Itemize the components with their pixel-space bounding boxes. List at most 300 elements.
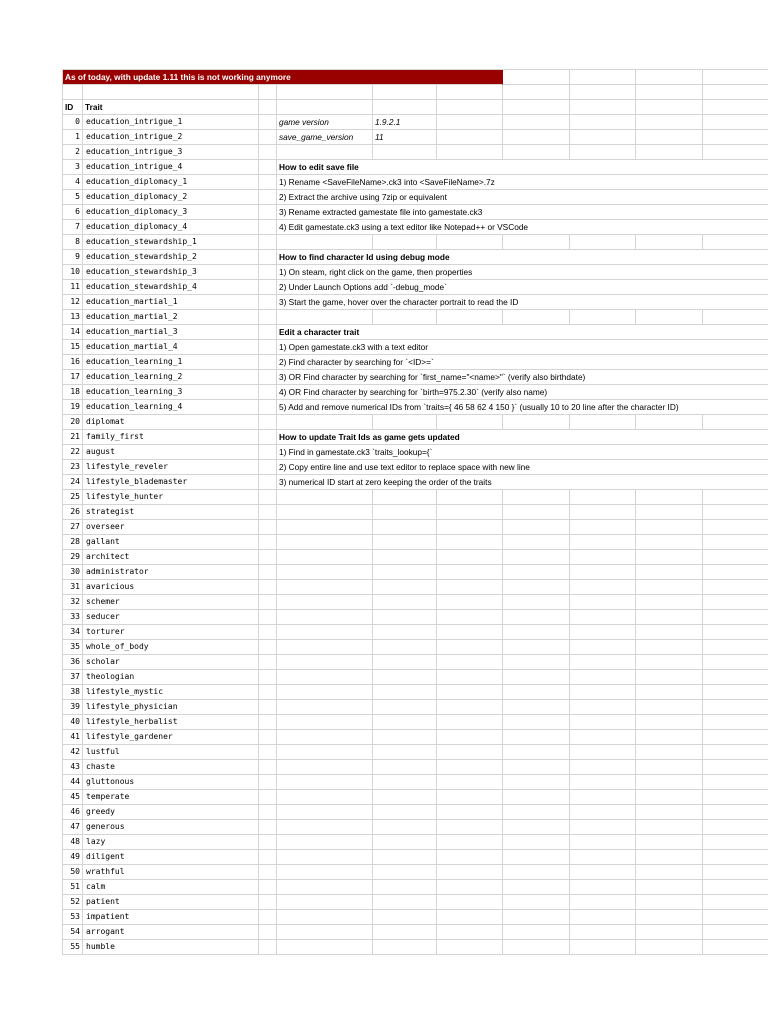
trait-id-cell[interactable]: 52 — [63, 895, 83, 910]
trait-name-cell[interactable]: education_diplomacy_2 — [83, 190, 259, 205]
section-title[interactable] — [277, 160, 768, 175]
cell[interactable] — [373, 880, 437, 895]
cell[interactable] — [703, 535, 768, 550]
cell[interactable] — [259, 640, 277, 655]
trait-name-cell[interactable]: education_martial_4 — [83, 340, 259, 355]
cell[interactable] — [277, 505, 373, 520]
cell[interactable] — [636, 880, 703, 895]
cell[interactable] — [373, 85, 437, 100]
cell[interactable] — [570, 595, 636, 610]
trait-id-cell[interactable]: 29 — [63, 550, 83, 565]
trait-column-header[interactable]: Trait — [83, 100, 259, 115]
trait-id-cell[interactable]: 33 — [63, 610, 83, 625]
cell[interactable] — [277, 760, 373, 775]
cell[interactable] — [437, 565, 503, 580]
cell[interactable] — [570, 865, 636, 880]
cell[interactable] — [636, 730, 703, 745]
cell[interactable] — [277, 790, 373, 805]
cell[interactable] — [259, 415, 277, 430]
cell[interactable] — [570, 760, 636, 775]
cell[interactable] — [373, 700, 437, 715]
cell[interactable] — [373, 805, 437, 820]
trait-id-cell[interactable]: 14 — [63, 325, 83, 340]
cell[interactable] — [277, 100, 373, 115]
cell[interactable] — [503, 70, 570, 85]
cell[interactable] — [437, 715, 503, 730]
cell[interactable] — [703, 835, 768, 850]
trait-name-cell[interactable]: august — [83, 445, 259, 460]
cell[interactable] — [503, 745, 570, 760]
cell[interactable] — [437, 700, 503, 715]
cell[interactable] — [703, 415, 768, 430]
cell[interactable] — [259, 250, 277, 265]
trait-name-cell[interactable]: education_intrigue_2 — [83, 130, 259, 145]
trait-id-cell[interactable]: 0 — [63, 115, 83, 130]
cell[interactable] — [259, 445, 277, 460]
cell[interactable] — [259, 760, 277, 775]
cell[interactable] — [703, 85, 768, 100]
cell[interactable] — [503, 610, 570, 625]
trait-name-cell[interactable]: education_intrigue_4 — [83, 160, 259, 175]
cell[interactable] — [570, 670, 636, 685]
cell[interactable] — [259, 535, 277, 550]
cell[interactable] — [259, 190, 277, 205]
cell[interactable] — [636, 100, 703, 115]
instruction-line[interactable] — [277, 190, 768, 205]
cell[interactable] — [437, 640, 503, 655]
cell[interactable] — [259, 805, 277, 820]
cell[interactable] — [703, 145, 768, 160]
cell[interactable] — [703, 640, 768, 655]
cell[interactable] — [259, 340, 277, 355]
trait-id-cell[interactable]: 18 — [63, 385, 83, 400]
cell[interactable] — [570, 625, 636, 640]
cell[interactable] — [503, 715, 570, 730]
cell[interactable] — [437, 310, 503, 325]
cell[interactable] — [259, 475, 277, 490]
trait-id-cell[interactable]: 25 — [63, 490, 83, 505]
cell[interactable] — [373, 670, 437, 685]
cell[interactable] — [373, 910, 437, 925]
cell[interactable] — [503, 505, 570, 520]
cell[interactable] — [83, 85, 259, 100]
cell[interactable] — [636, 610, 703, 625]
cell[interactable] — [437, 490, 503, 505]
trait-name-cell[interactable]: education_stewardship_4 — [83, 280, 259, 295]
cell[interactable] — [503, 835, 570, 850]
cell[interactable] — [259, 160, 277, 175]
cell[interactable] — [703, 850, 768, 865]
trait-name-cell[interactable]: lifestyle_mystic — [83, 685, 259, 700]
cell[interactable] — [636, 745, 703, 760]
cell[interactable] — [636, 550, 703, 565]
cell[interactable] — [636, 625, 703, 640]
cell[interactable] — [570, 310, 636, 325]
cell[interactable] — [636, 685, 703, 700]
cell[interactable] — [259, 205, 277, 220]
cell[interactable] — [636, 145, 703, 160]
cell[interactable] — [703, 130, 768, 145]
cell[interactable] — [503, 310, 570, 325]
cell[interactable] — [259, 775, 277, 790]
cell[interactable] — [373, 745, 437, 760]
cell[interactable] — [277, 610, 373, 625]
cell[interactable] — [703, 520, 768, 535]
cell[interactable] — [503, 145, 570, 160]
cell[interactable] — [503, 235, 570, 250]
cell[interactable] — [277, 625, 373, 640]
trait-name-cell[interactable]: education_stewardship_1 — [83, 235, 259, 250]
trait-name-cell[interactable]: diplomat — [83, 415, 259, 430]
cell[interactable] — [636, 790, 703, 805]
cell[interactable] — [277, 415, 373, 430]
cell[interactable] — [259, 565, 277, 580]
cell[interactable] — [503, 130, 570, 145]
cell[interactable] — [437, 235, 503, 250]
cell[interactable] — [277, 805, 373, 820]
cell[interactable] — [437, 745, 503, 760]
cell[interactable] — [570, 235, 636, 250]
cell[interactable] — [503, 775, 570, 790]
cell[interactable] — [703, 745, 768, 760]
cell[interactable] — [259, 385, 277, 400]
cell[interactable] — [277, 910, 373, 925]
cell[interactable] — [277, 580, 373, 595]
trait-name-cell[interactable]: gallant — [83, 535, 259, 550]
cell[interactable] — [259, 595, 277, 610]
cell[interactable] — [437, 550, 503, 565]
cell[interactable] — [437, 655, 503, 670]
cell[interactable] — [570, 85, 636, 100]
cell[interactable] — [259, 940, 277, 955]
cell[interactable] — [703, 595, 768, 610]
cell[interactable] — [503, 580, 570, 595]
cell[interactable] — [437, 865, 503, 880]
trait-name-cell[interactable]: family_first — [83, 430, 259, 445]
trait-id-cell[interactable]: 20 — [63, 415, 83, 430]
cell[interactable] — [703, 790, 768, 805]
cell[interactable] — [503, 535, 570, 550]
cell[interactable] — [277, 715, 373, 730]
cell[interactable] — [277, 685, 373, 700]
cell[interactable] — [570, 490, 636, 505]
cell[interactable] — [373, 235, 437, 250]
cell[interactable] — [703, 700, 768, 715]
trait-id-cell[interactable]: 55 — [63, 940, 83, 955]
cell[interactable] — [277, 550, 373, 565]
section-title[interactable] — [277, 250, 768, 265]
cell[interactable] — [703, 235, 768, 250]
trait-name-cell[interactable]: seducer — [83, 610, 259, 625]
cell[interactable] — [570, 145, 636, 160]
cell[interactable] — [277, 640, 373, 655]
cell[interactable] — [277, 835, 373, 850]
cell[interactable] — [570, 775, 636, 790]
trait-id-cell[interactable]: 4 — [63, 175, 83, 190]
cell[interactable] — [373, 100, 437, 115]
cell[interactable] — [636, 535, 703, 550]
trait-id-cell[interactable]: 6 — [63, 205, 83, 220]
instruction-line[interactable] — [277, 475, 768, 490]
instruction-line[interactable] — [277, 445, 768, 460]
cell[interactable] — [703, 670, 768, 685]
trait-name-cell[interactable]: lazy — [83, 835, 259, 850]
cell[interactable] — [437, 805, 503, 820]
trait-name-cell[interactable]: education_diplomacy_1 — [83, 175, 259, 190]
cell[interactable] — [437, 520, 503, 535]
cell[interactable] — [503, 760, 570, 775]
cell[interactable] — [437, 535, 503, 550]
trait-name-cell[interactable]: temperate — [83, 790, 259, 805]
cell[interactable] — [636, 565, 703, 580]
trait-id-cell[interactable]: 27 — [63, 520, 83, 535]
cell[interactable] — [277, 490, 373, 505]
trait-name-cell[interactable]: education_learning_1 — [83, 355, 259, 370]
cell[interactable] — [636, 760, 703, 775]
cell[interactable] — [503, 895, 570, 910]
cell[interactable] — [703, 70, 768, 85]
cell[interactable] — [437, 910, 503, 925]
cell[interactable] — [636, 415, 703, 430]
cell[interactable] — [373, 490, 437, 505]
cell[interactable] — [437, 145, 503, 160]
trait-id-cell[interactable]: 11 — [63, 280, 83, 295]
trait-id-cell[interactable]: 48 — [63, 835, 83, 850]
cell[interactable] — [570, 130, 636, 145]
cell[interactable] — [703, 655, 768, 670]
trait-id-cell[interactable]: 17 — [63, 370, 83, 385]
cell[interactable] — [703, 730, 768, 745]
cell[interactable] — [373, 610, 437, 625]
cell[interactable] — [437, 925, 503, 940]
info-label-cell[interactable]: game version — [277, 115, 373, 130]
cell[interactable] — [570, 940, 636, 955]
trait-id-cell[interactable]: 3 — [63, 160, 83, 175]
cell[interactable] — [373, 865, 437, 880]
cell[interactable] — [570, 115, 636, 130]
trait-id-cell[interactable]: 44 — [63, 775, 83, 790]
info-value-cell[interactable]: 1.9.2.1 — [373, 115, 437, 130]
trait-id-cell[interactable]: 53 — [63, 910, 83, 925]
cell[interactable] — [277, 880, 373, 895]
trait-name-cell[interactable]: diligent — [83, 850, 259, 865]
trait-id-cell[interactable]: 40 — [63, 715, 83, 730]
cell[interactable] — [277, 820, 373, 835]
trait-name-cell[interactable]: education_martial_3 — [83, 325, 259, 340]
section-title[interactable] — [277, 430, 768, 445]
trait-name-cell[interactable]: lifestyle_hunter — [83, 490, 259, 505]
cell[interactable] — [636, 235, 703, 250]
cell[interactable] — [503, 790, 570, 805]
cell[interactable] — [259, 175, 277, 190]
trait-id-cell[interactable]: 36 — [63, 655, 83, 670]
cell[interactable] — [259, 880, 277, 895]
trait-id-cell[interactable]: 51 — [63, 880, 83, 895]
cell[interactable] — [63, 85, 83, 100]
cell[interactable] — [503, 595, 570, 610]
cell[interactable] — [373, 835, 437, 850]
cell[interactable] — [503, 805, 570, 820]
trait-id-cell[interactable]: 19 — [63, 400, 83, 415]
cell[interactable] — [277, 565, 373, 580]
cell[interactable] — [570, 700, 636, 715]
instruction-line[interactable] — [277, 280, 768, 295]
cell[interactable] — [570, 505, 636, 520]
cell[interactable] — [259, 355, 277, 370]
cell[interactable] — [703, 505, 768, 520]
cell[interactable] — [259, 685, 277, 700]
cell[interactable] — [636, 820, 703, 835]
cell[interactable] — [373, 625, 437, 640]
instruction-line[interactable] — [277, 400, 768, 415]
cell[interactable] — [373, 715, 437, 730]
cell[interactable] — [259, 295, 277, 310]
cell[interactable] — [503, 625, 570, 640]
cell[interactable] — [636, 580, 703, 595]
cell[interactable] — [259, 400, 277, 415]
cell[interactable] — [703, 775, 768, 790]
cell[interactable] — [703, 940, 768, 955]
trait-id-cell[interactable]: 28 — [63, 535, 83, 550]
cell[interactable] — [570, 805, 636, 820]
trait-id-cell[interactable]: 2 — [63, 145, 83, 160]
id-column-header[interactable]: ID — [63, 100, 83, 115]
trait-name-cell[interactable]: administrator — [83, 565, 259, 580]
info-value-cell[interactable]: 11 — [373, 130, 437, 145]
cell[interactable] — [636, 700, 703, 715]
cell[interactable] — [437, 850, 503, 865]
cell[interactable] — [437, 415, 503, 430]
cell[interactable] — [373, 520, 437, 535]
cell[interactable] — [703, 760, 768, 775]
trait-name-cell[interactable]: education_diplomacy_4 — [83, 220, 259, 235]
warning-banner[interactable]: As of today, with update 1.11 this is not working anymore — [63, 70, 503, 85]
instruction-line[interactable] — [277, 295, 768, 310]
trait-id-cell[interactable]: 26 — [63, 505, 83, 520]
cell[interactable] — [503, 490, 570, 505]
cell[interactable] — [259, 700, 277, 715]
trait-id-cell[interactable]: 13 — [63, 310, 83, 325]
cell[interactable] — [503, 655, 570, 670]
cell[interactable] — [570, 895, 636, 910]
cell[interactable] — [373, 550, 437, 565]
cell[interactable] — [703, 625, 768, 640]
cell[interactable] — [636, 70, 703, 85]
trait-name-cell[interactable]: education_intrigue_1 — [83, 115, 259, 130]
cell[interactable] — [277, 730, 373, 745]
cell[interactable] — [703, 865, 768, 880]
instruction-line[interactable] — [277, 340, 768, 355]
trait-id-cell[interactable]: 21 — [63, 430, 83, 445]
cell[interactable] — [437, 760, 503, 775]
cell[interactable] — [277, 895, 373, 910]
cell[interactable] — [259, 655, 277, 670]
trait-name-cell[interactable]: overseer — [83, 520, 259, 535]
trait-name-cell[interactable]: torturer — [83, 625, 259, 640]
trait-id-cell[interactable]: 49 — [63, 850, 83, 865]
cell[interactable] — [703, 490, 768, 505]
cell[interactable] — [703, 805, 768, 820]
trait-id-cell[interactable]: 7 — [63, 220, 83, 235]
cell[interactable] — [570, 835, 636, 850]
cell[interactable] — [437, 790, 503, 805]
instruction-line[interactable] — [277, 385, 768, 400]
cell[interactable] — [703, 685, 768, 700]
cell[interactable] — [503, 850, 570, 865]
trait-name-cell[interactable]: calm — [83, 880, 259, 895]
cell[interactable] — [636, 310, 703, 325]
cell[interactable] — [259, 220, 277, 235]
cell[interactable] — [437, 670, 503, 685]
cell[interactable] — [373, 415, 437, 430]
cell[interactable] — [570, 850, 636, 865]
cell[interactable] — [570, 580, 636, 595]
cell[interactable] — [503, 520, 570, 535]
cell[interactable] — [437, 595, 503, 610]
cell[interactable] — [503, 640, 570, 655]
cell[interactable] — [277, 850, 373, 865]
cell[interactable] — [259, 865, 277, 880]
cell[interactable] — [277, 145, 373, 160]
cell[interactable] — [437, 625, 503, 640]
trait-id-cell[interactable]: 31 — [63, 580, 83, 595]
cell[interactable] — [503, 670, 570, 685]
cell[interactable] — [259, 370, 277, 385]
trait-name-cell[interactable]: education_stewardship_3 — [83, 265, 259, 280]
cell[interactable] — [437, 820, 503, 835]
cell[interactable] — [259, 235, 277, 250]
trait-id-cell[interactable]: 54 — [63, 925, 83, 940]
instruction-line[interactable] — [277, 265, 768, 280]
cell[interactable] — [259, 460, 277, 475]
cell[interactable] — [503, 925, 570, 940]
cell[interactable] — [373, 730, 437, 745]
trait-id-cell[interactable]: 39 — [63, 700, 83, 715]
cell[interactable] — [259, 895, 277, 910]
cell[interactable] — [636, 85, 703, 100]
cell[interactable] — [703, 895, 768, 910]
cell[interactable] — [259, 850, 277, 865]
cell[interactable] — [373, 505, 437, 520]
cell[interactable] — [373, 565, 437, 580]
trait-name-cell[interactable]: arrogant — [83, 925, 259, 940]
cell[interactable] — [373, 850, 437, 865]
cell[interactable] — [259, 910, 277, 925]
cell[interactable] — [503, 940, 570, 955]
cell[interactable] — [570, 640, 636, 655]
cell[interactable] — [373, 640, 437, 655]
cell[interactable] — [259, 145, 277, 160]
cell[interactable] — [259, 835, 277, 850]
cell[interactable] — [503, 100, 570, 115]
cell[interactable] — [259, 790, 277, 805]
cell[interactable] — [373, 760, 437, 775]
cell[interactable] — [437, 505, 503, 520]
cell[interactable] — [503, 910, 570, 925]
trait-id-cell[interactable]: 47 — [63, 820, 83, 835]
cell[interactable] — [570, 685, 636, 700]
cell[interactable] — [570, 820, 636, 835]
cell[interactable] — [277, 670, 373, 685]
cell[interactable] — [503, 565, 570, 580]
cell[interactable] — [437, 100, 503, 115]
cell[interactable] — [636, 925, 703, 940]
cell[interactable] — [570, 880, 636, 895]
cell[interactable] — [703, 820, 768, 835]
trait-id-cell[interactable]: 30 — [63, 565, 83, 580]
cell[interactable] — [437, 880, 503, 895]
cell[interactable] — [636, 835, 703, 850]
